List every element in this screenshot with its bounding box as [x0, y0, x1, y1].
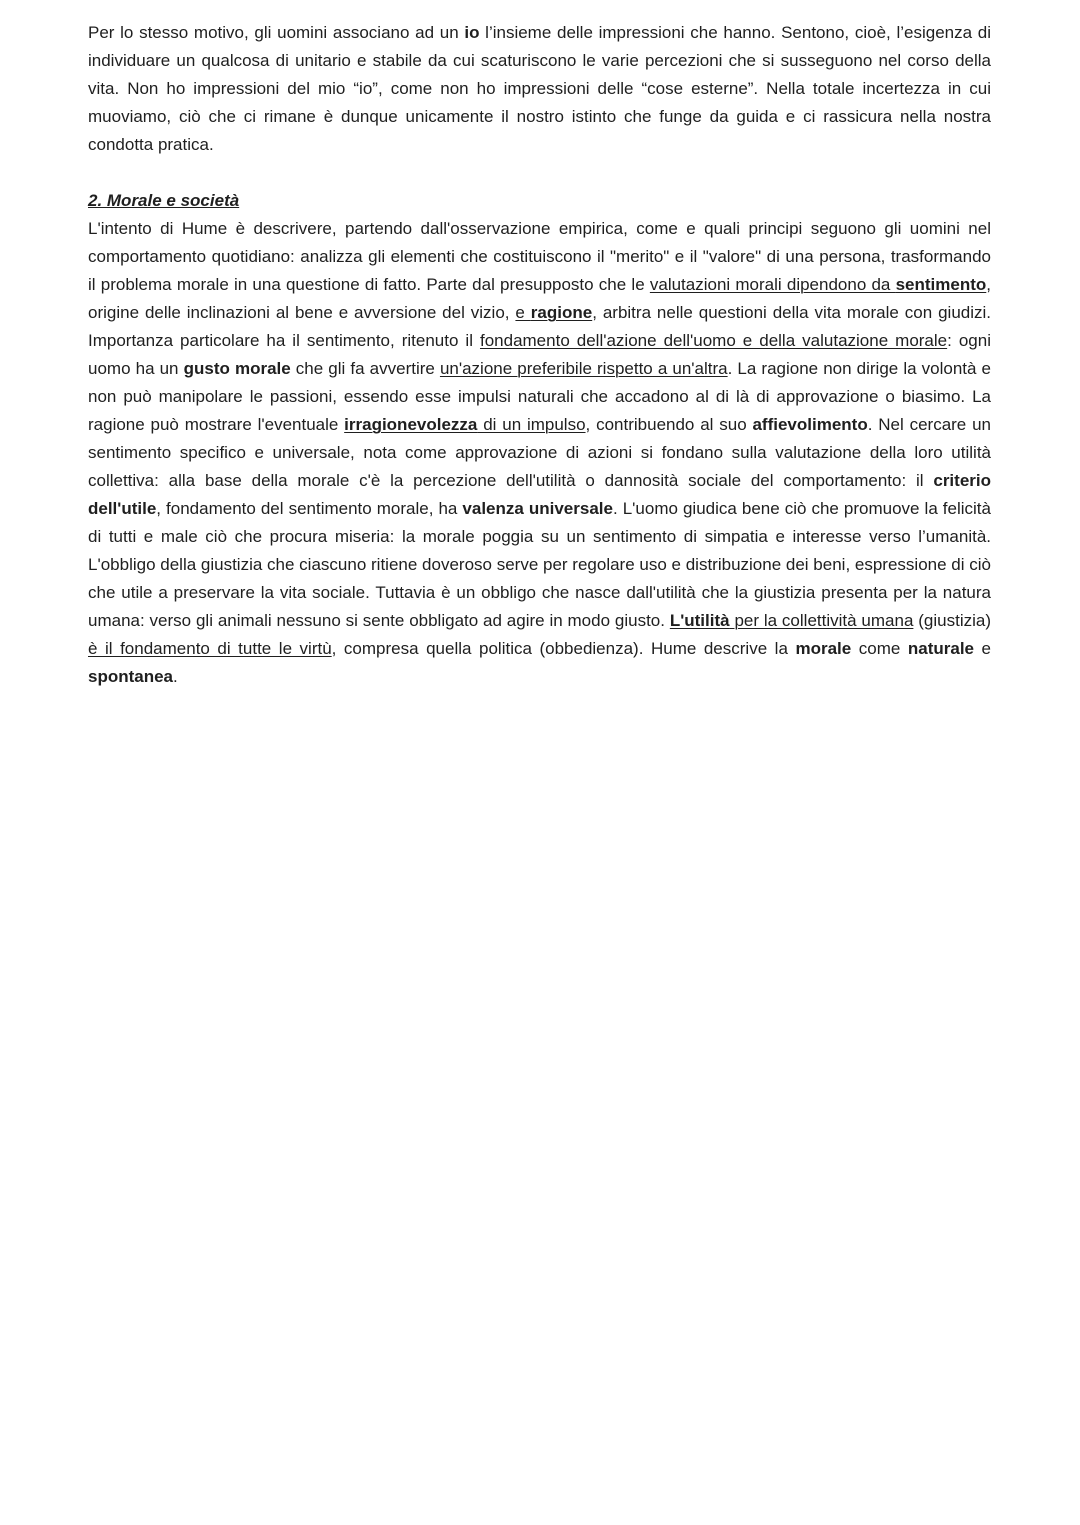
bold-term-valenza-universale: valenza universale [462, 499, 613, 518]
bold-term-naturale: naturale [907, 639, 974, 658]
text-run: e [515, 303, 531, 322]
text-run: (giustizia) [913, 611, 991, 630]
bold-term-affievolimento: affievolimento [752, 415, 868, 434]
bold-term-morale: morale [795, 639, 852, 658]
text-run: per la collettività umana [729, 611, 914, 630]
text-run: che gli fa avvertire [290, 359, 440, 378]
text-run: Per lo stesso motivo, gli uomini associano ad un [88, 23, 465, 42]
bold-term-ragione: ragione [530, 303, 593, 322]
text-run: come [851, 639, 908, 658]
underlined-phrase: è il fondamento di tutte le virtù [88, 639, 332, 658]
body-paragraph [88, 215, 991, 691]
bold-term-utilita: L'utilità [669, 611, 730, 630]
underlined-phrase [515, 303, 592, 322]
text-run: . Nel cercare un sentimento specifico e universale, nota come approvazione di azioni si fondano sulla valutazione della loro utilità collettiva: alla base della morale c'è la percezione dell'utilità o dannosità sociale del comportamento: il [88, 415, 991, 490]
bold-term-criterio-utile: criterio dell'utile [88, 471, 991, 518]
intro-paragraph [88, 19, 991, 159]
bold-term-sentimento: sentimento [895, 275, 987, 294]
underlined-phrase: fondamento dell'azione dell'uomo e della valutazione morale [479, 331, 948, 350]
bold-term-io: io [464, 23, 480, 42]
text-run: l’insieme delle impressioni che hanno. Sentono, cioè, l’esigenza di individuare un qualcosa di unitario e stabile da cui scaturiscono le varie percezioni che si susseguono nel corso della vita. Non ho impressioni del mio “io”, come non ho impressioni delle “cose esterne”. Nella totale incertezza in cui muoviamo, ciò che ci rimane è dunque unicamente il nostro istinto che funge da guida e ci rassicura nella nostra condotta pratica. [88, 23, 991, 154]
text-run: . L'uomo giudica bene ciò che promuove la felicità di tutti e male ciò che procura miseria: la morale poggia su un sentimento di simpatia e interesse verso l’umanità. L'obbligo della giustizia che ciascuno ritiene doveroso serve per regolare uso e distribuzione dei beni, espressione di ciò che utile a preservare la vita sociale. Tuttavia è un obbligo che nasce dall'utilità che la giustizia presenta per la natura umana: verso gli animali nessuno si sente obbligato ad agire in modo giusto. [88, 499, 991, 630]
bold-term-spontanea: spontanea [88, 667, 174, 686]
text-run: , fondamento del sentimento morale, ha [156, 499, 463, 518]
underlined-phrase [650, 275, 986, 294]
bold-term-irragionevolezza: irragionevolezza [344, 415, 478, 434]
text-run: , contribuendo al suo [585, 415, 753, 434]
section-heading: 2. Morale e società [88, 191, 240, 210]
underlined-phrase [670, 611, 914, 630]
text-run: , origine delle inclinazioni al bene e avversione del vizio, [88, 275, 992, 322]
underlined-phrase [344, 415, 585, 434]
text-run: . [173, 667, 178, 686]
text-run: , arbitra nelle questioni della vita morale con giudizi. Importanza particolare ha il sentimento, ritenuto il [88, 303, 992, 350]
text-run: : ogni uomo ha un [88, 331, 991, 378]
text-run: , compresa quella politica (obbedienza). Hume descrive la [331, 639, 796, 658]
underlined-phrase: un'azione preferibile rispetto a un'altra [439, 359, 728, 378]
bold-term-gusto-morale: gusto morale [183, 359, 291, 378]
text-run: L'intento di Hume è descrivere, partendo dall'osservazione empirica, come e quali principi seguono gli uomini nel comportamento quotidiano: analizza gli elementi che costituiscono il "merito" e il "valore" di una persona, trasformando il problema morale in una questione di fatto. Parte dal presupposto che le [88, 219, 991, 294]
text-run: valutazioni morali dipendono da [649, 275, 896, 294]
text-run: . La ragione non dirige la volontà e non può manipolare le passioni, essendo esse impulsi naturali che accadono al di là di approvazione o biasimo. La ragione può mostrare l'eventuale [88, 359, 991, 434]
text-run: e [974, 639, 991, 658]
document-body [88, 19, 991, 691]
text-run: di un impulso [477, 415, 586, 434]
